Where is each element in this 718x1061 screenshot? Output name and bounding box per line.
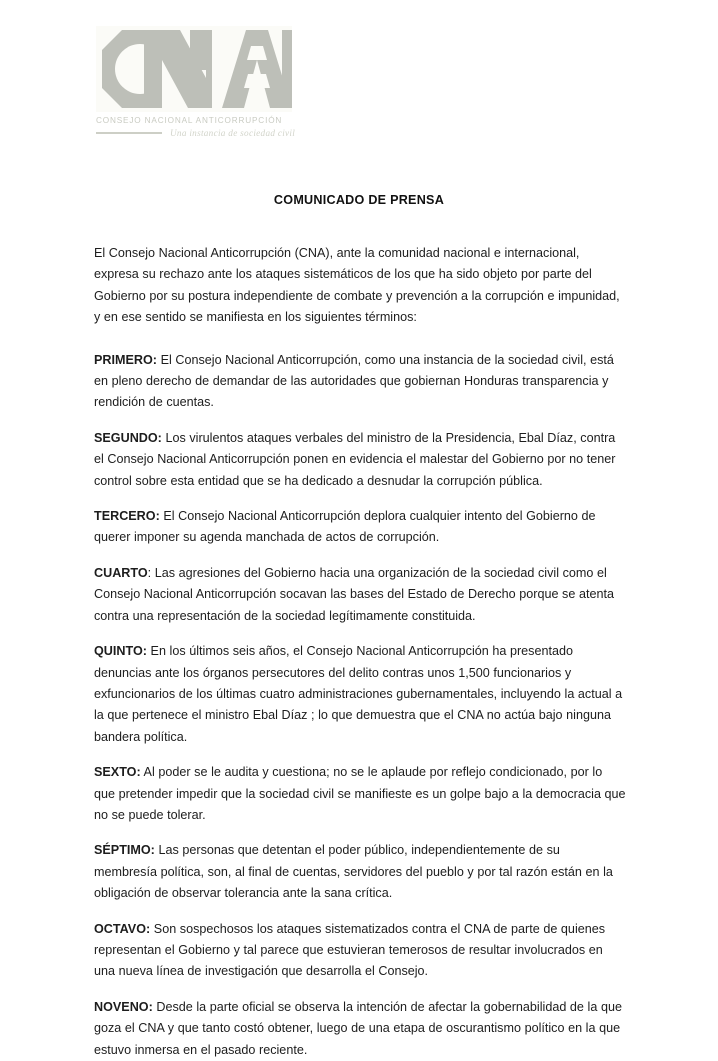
clause-lead: NOVENO: bbox=[94, 999, 153, 1014]
clause-sexto bbox=[94, 762, 626, 826]
letterhead bbox=[96, 26, 296, 138]
clause-lead: SÉPTIMO: bbox=[94, 843, 155, 858]
clause-segundo bbox=[94, 428, 626, 492]
clause-text: : Las agresiones del Gobierno hacia una organización de la sociedad civil como el Consejo Nacional Anticorrupción socavan las bases del Estado de Derecho porque se atenta contra una representación de la sociedad legítimamente constituida. bbox=[94, 565, 614, 623]
logo-tagline: Una instancia de sociedad civil bbox=[170, 128, 296, 138]
clause-lead: TERCERO: bbox=[94, 509, 160, 524]
clause-tercero bbox=[94, 506, 626, 549]
logo-organization-name: CONSEJO NACIONAL ANTICORRUPCIÓN bbox=[96, 116, 283, 125]
clause-septimo bbox=[94, 840, 626, 904]
clause-text: El Consejo Nacional Anticorrupción, como una instancia de la sociedad civil, está en pleno derecho de demandar de las autoridades que gobiernan Honduras transparencia y rendición de cuentas. bbox=[94, 352, 614, 410]
clause-lead: OCTAVO: bbox=[94, 921, 151, 936]
logo-tagline-row bbox=[96, 128, 296, 138]
page-title: COMUNICADO DE PRENSA bbox=[273, 193, 445, 207]
clause-lead: CUARTO bbox=[94, 565, 148, 580]
clause-lead: SEXTO: bbox=[94, 765, 141, 780]
cna-wordmark-icon bbox=[96, 26, 292, 112]
clause-quinto bbox=[94, 641, 626, 748]
clause-lead: PRIMERO: bbox=[94, 352, 157, 367]
clause-noveno bbox=[94, 997, 626, 1061]
clause-text: Desde la parte oficial se observa la intención de afectar la gobernabilidad de la que goza el CNA y que tanto costó obtener, luego de una etapa de oscurantismo político en la que estuvo inmersa en el pasado reciente. bbox=[94, 999, 622, 1057]
clause-primero bbox=[94, 350, 626, 414]
clause-text: Las personas que detentan el poder público, independientemente de su membresía política, son, al final de cuentas, servidores del pueblo y por tal razón están en la obligación de observar tolerancia ante la sana crítica. bbox=[94, 843, 613, 901]
clause-octavo bbox=[94, 919, 626, 983]
clause-cuarto bbox=[94, 563, 626, 627]
intro-paragraph: El Consejo Nacional Anticorrupción (CNA), ante la comunidad nacional e internacional, expresa su rechazo ante los ataques sistemáticos de los que ha sido objeto por parte del Gobierno por su postura independiente de combate y prevención a la corrupción e impunidad, y en ese sentido se manifiesta en los siguientes términos: bbox=[94, 246, 620, 325]
clause-text: El Consejo Nacional Anticorrupción deplora cualquier intento del Gobierno de querer imponer su agenda manchada de actos de corrupción. bbox=[94, 509, 596, 545]
clause-text: Son sospechosos los ataques sistematizados contra el CNA de parte de quienes representan el Gobierno y tal parece que estuvieran temerosos de resultar involucrados en una nueva línea de investigación que desarrolla el Consejo. bbox=[94, 921, 606, 979]
logo-divider-rule bbox=[96, 132, 162, 134]
document-body bbox=[94, 243, 626, 1061]
clause-lead: QUINTO: bbox=[94, 644, 147, 659]
clause-text: Al poder se le audita y cuestiona; no se le aplaude por reflejo condicionado, por lo que pretender impedir que la sociedad civil se manifieste es un golpe bajo a la democracia que no se puede tolerar. bbox=[94, 765, 626, 822]
clause-text: Los virulentos ataques verbales del ministro de la Presidencia, Ebal Díaz, contra el Consejo Nacional Anticorrupción ponen en evidencia el malestar del Gobierno por no tener control sobre esta entidad que se ha dedicado a desnudar la corrupción pública. bbox=[94, 430, 616, 488]
clause-text: En los últimos seis años, el Consejo Nacional Anticorrupción ha presentado denuncias ante los órganos persecutores del delito contras unos 1,500 funcionarios y exfuncionarios de los últimas cuatro administraciones gubernamentales, incluyendo la actual a la que pertenece el ministro Ebal Díaz ; lo que demuestra que el CNA no actúa bajo ninguna bandera política. bbox=[94, 644, 623, 744]
clause-lead: SEGUNDO: bbox=[94, 430, 162, 445]
cna-logo bbox=[96, 26, 292, 112]
